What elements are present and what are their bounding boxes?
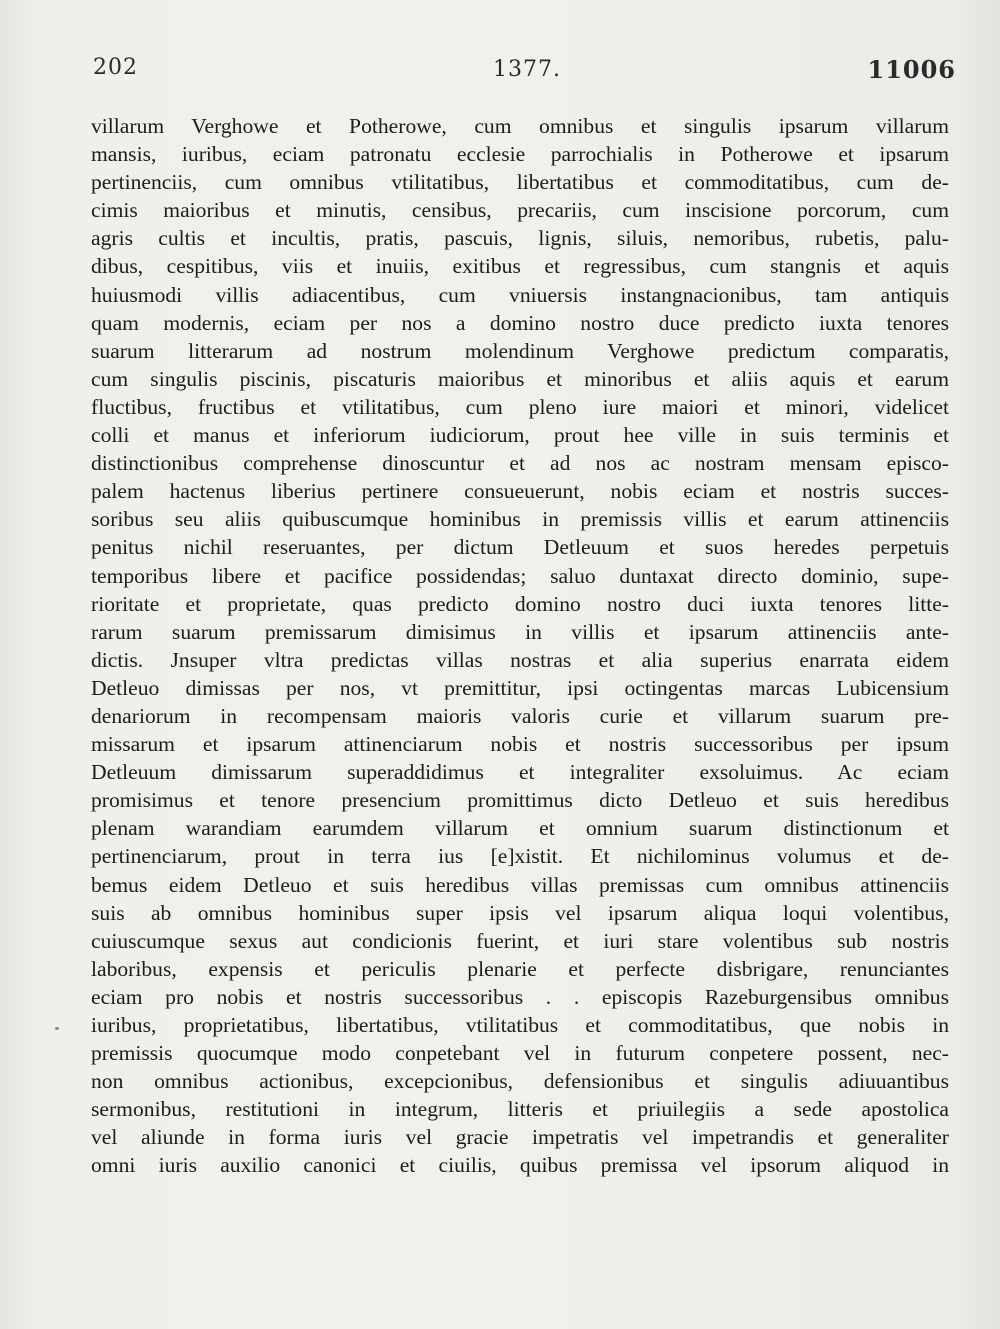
text-line: suis ab omnibus hominibus super ipsis vel ipsarum aliqua loqui volentibus, [91,900,949,925]
text-line: missarum et ipsarum attinenciarum nobis et nostris successoribus per ipsum [91,732,949,757]
text-line: iuribus, proprietatibus, libertatibus, vtilitatibus et commoditatibus, que nobis in [91,1013,949,1037]
text-line: dictis. Jnsuper vltra predictas villas nostras et alia superius enarrata eidem [91,647,949,672]
page-header [90,55,958,91]
text-line: eciam pro nobis et nostris successoribus . . episcopis Razeburgensibus omnibus [91,984,949,1009]
text-line: Detleuo dimissas per nos, vt premittitur, ipsi octingentas marcas Lubicensium [91,675,949,700]
text-line: quam modernis, eciam per nos a domino nostro duce predicto iuxta tenores [91,310,949,335]
text-line: agris cultis et incultis, pratis, pascuis, lignis, siluis, nemoribus, rubetis, palu- [91,226,949,251]
page-number: 202 [93,55,138,80]
text-line: mansis, iuribus, eciam patronatu ecclesie parrochialis in Potherowe et ipsarum [91,142,949,167]
text-line: distinctionibus comprehense dinoscuntur et ad nos ac nostram mensam episco- [91,451,949,476]
text-line: rarum suarum premissarum dimisimus in villis et ipsarum attinenciis ante- [91,619,949,644]
text-line: laboribus, expensis et periculis plenarie et perfecte disbrigare, renunciantes [91,956,949,981]
text-line: soribus seu aliis quibuscumque hominibus in premissis villis et earum attinenciis [91,507,949,532]
text-line: cum singulis piscinis, piscaturis maioribus et minoribus et aliis aquis et earum [91,366,949,391]
text-line: huiusmodi villis adiacentibus, cum vniuersis instangnacionibus, tam antiquis [91,282,949,307]
text-line: cuiuscumque sexus aut condicionis fuerint, et iuri stare volentibus sub nostris [91,928,949,953]
text-line: fluctibus, fructibus et vtilitatibus, cum pleno iure maiori et minori, videlicet [91,394,949,419]
text-line: colli et manus et inferiorum iudiciorum, prout hee ville in suis terminis et [91,423,949,448]
body-text [91,112,949,1180]
text-line: premissis quocumque modo conpetebant vel in futurum conpetere possent, nec- [91,1041,949,1066]
text-line: omni iuris auxilio canonici et ciuilis, quibus premissa vel ipsorum aliquod in [91,1153,949,1178]
year-heading: 1377. [493,57,561,82]
text-line: palem hactenus liberius pertinere consueuerunt, nobis eciam et nostris succes- [91,479,949,504]
text-line: promisimus et tenore presencium promittimus dicto Detleuo et suis heredibus [91,788,949,813]
text-line: dibus, cespitibus, viis et inuiis, exitibus et regressibus, cum stangnis et aquis [91,254,949,279]
text-line: suarum litterarum ad nostrum molendinum Verghowe predictum comparatis, [91,338,949,363]
text-line: pertinenciis, cum omnibus vtilitatibus, libertatibus et commoditatibus, cum de- [91,170,949,195]
text-line: pertinenciarum, prout in terra ius [e]xistit. Et nichilominus volumus et de- [91,844,949,869]
text-line: non omnibus actionibus, excepcionibus, defensionibus et singulis adiuuantibus [91,1069,949,1094]
text-line: bemus eidem Detleuo et suis heredibus villas premissas cum omnibus attinenciis [91,872,949,897]
text-line: vel aliunde in forma iuris vel gracie impetratis vel impetrandis et generaliter [91,1125,949,1150]
text-line: rioritate et proprietate, quas predicto domino nostro duci iuxta tenores litte- [91,591,949,616]
document-number: 11006 [867,55,956,84]
text-line: denariorum in recompensam maioris valoris curie et villarum suarum pre- [91,703,949,728]
text-line: temporibus libere et pacifice possidendas; saluo duntaxat directo dominio, supe- [91,563,949,588]
text-line: cimis maioribus et minutis, censibus, precariis, cum inscisione porcorum, cum [91,198,949,223]
text-line: villarum Verghowe et Potherowe, cum omnibus et singulis ipsarum villarum [91,114,949,138]
margin-speck [55,1027,59,1030]
text-line: plenam warandiam earumdem villarum et omnium suarum distinctionum et [91,816,949,841]
text-line: sermonibus, restitutioni in integrum, litteris et priuilegiis a sede apostolica [91,1097,949,1122]
text-line: Detleuum dimissarum superaddidimus et integraliter exsoluimus. Ac eciam [91,760,949,785]
text-line: penitus nichil reseruantes, per dictum Detleuum et suos heredes perpetuis [91,535,949,560]
